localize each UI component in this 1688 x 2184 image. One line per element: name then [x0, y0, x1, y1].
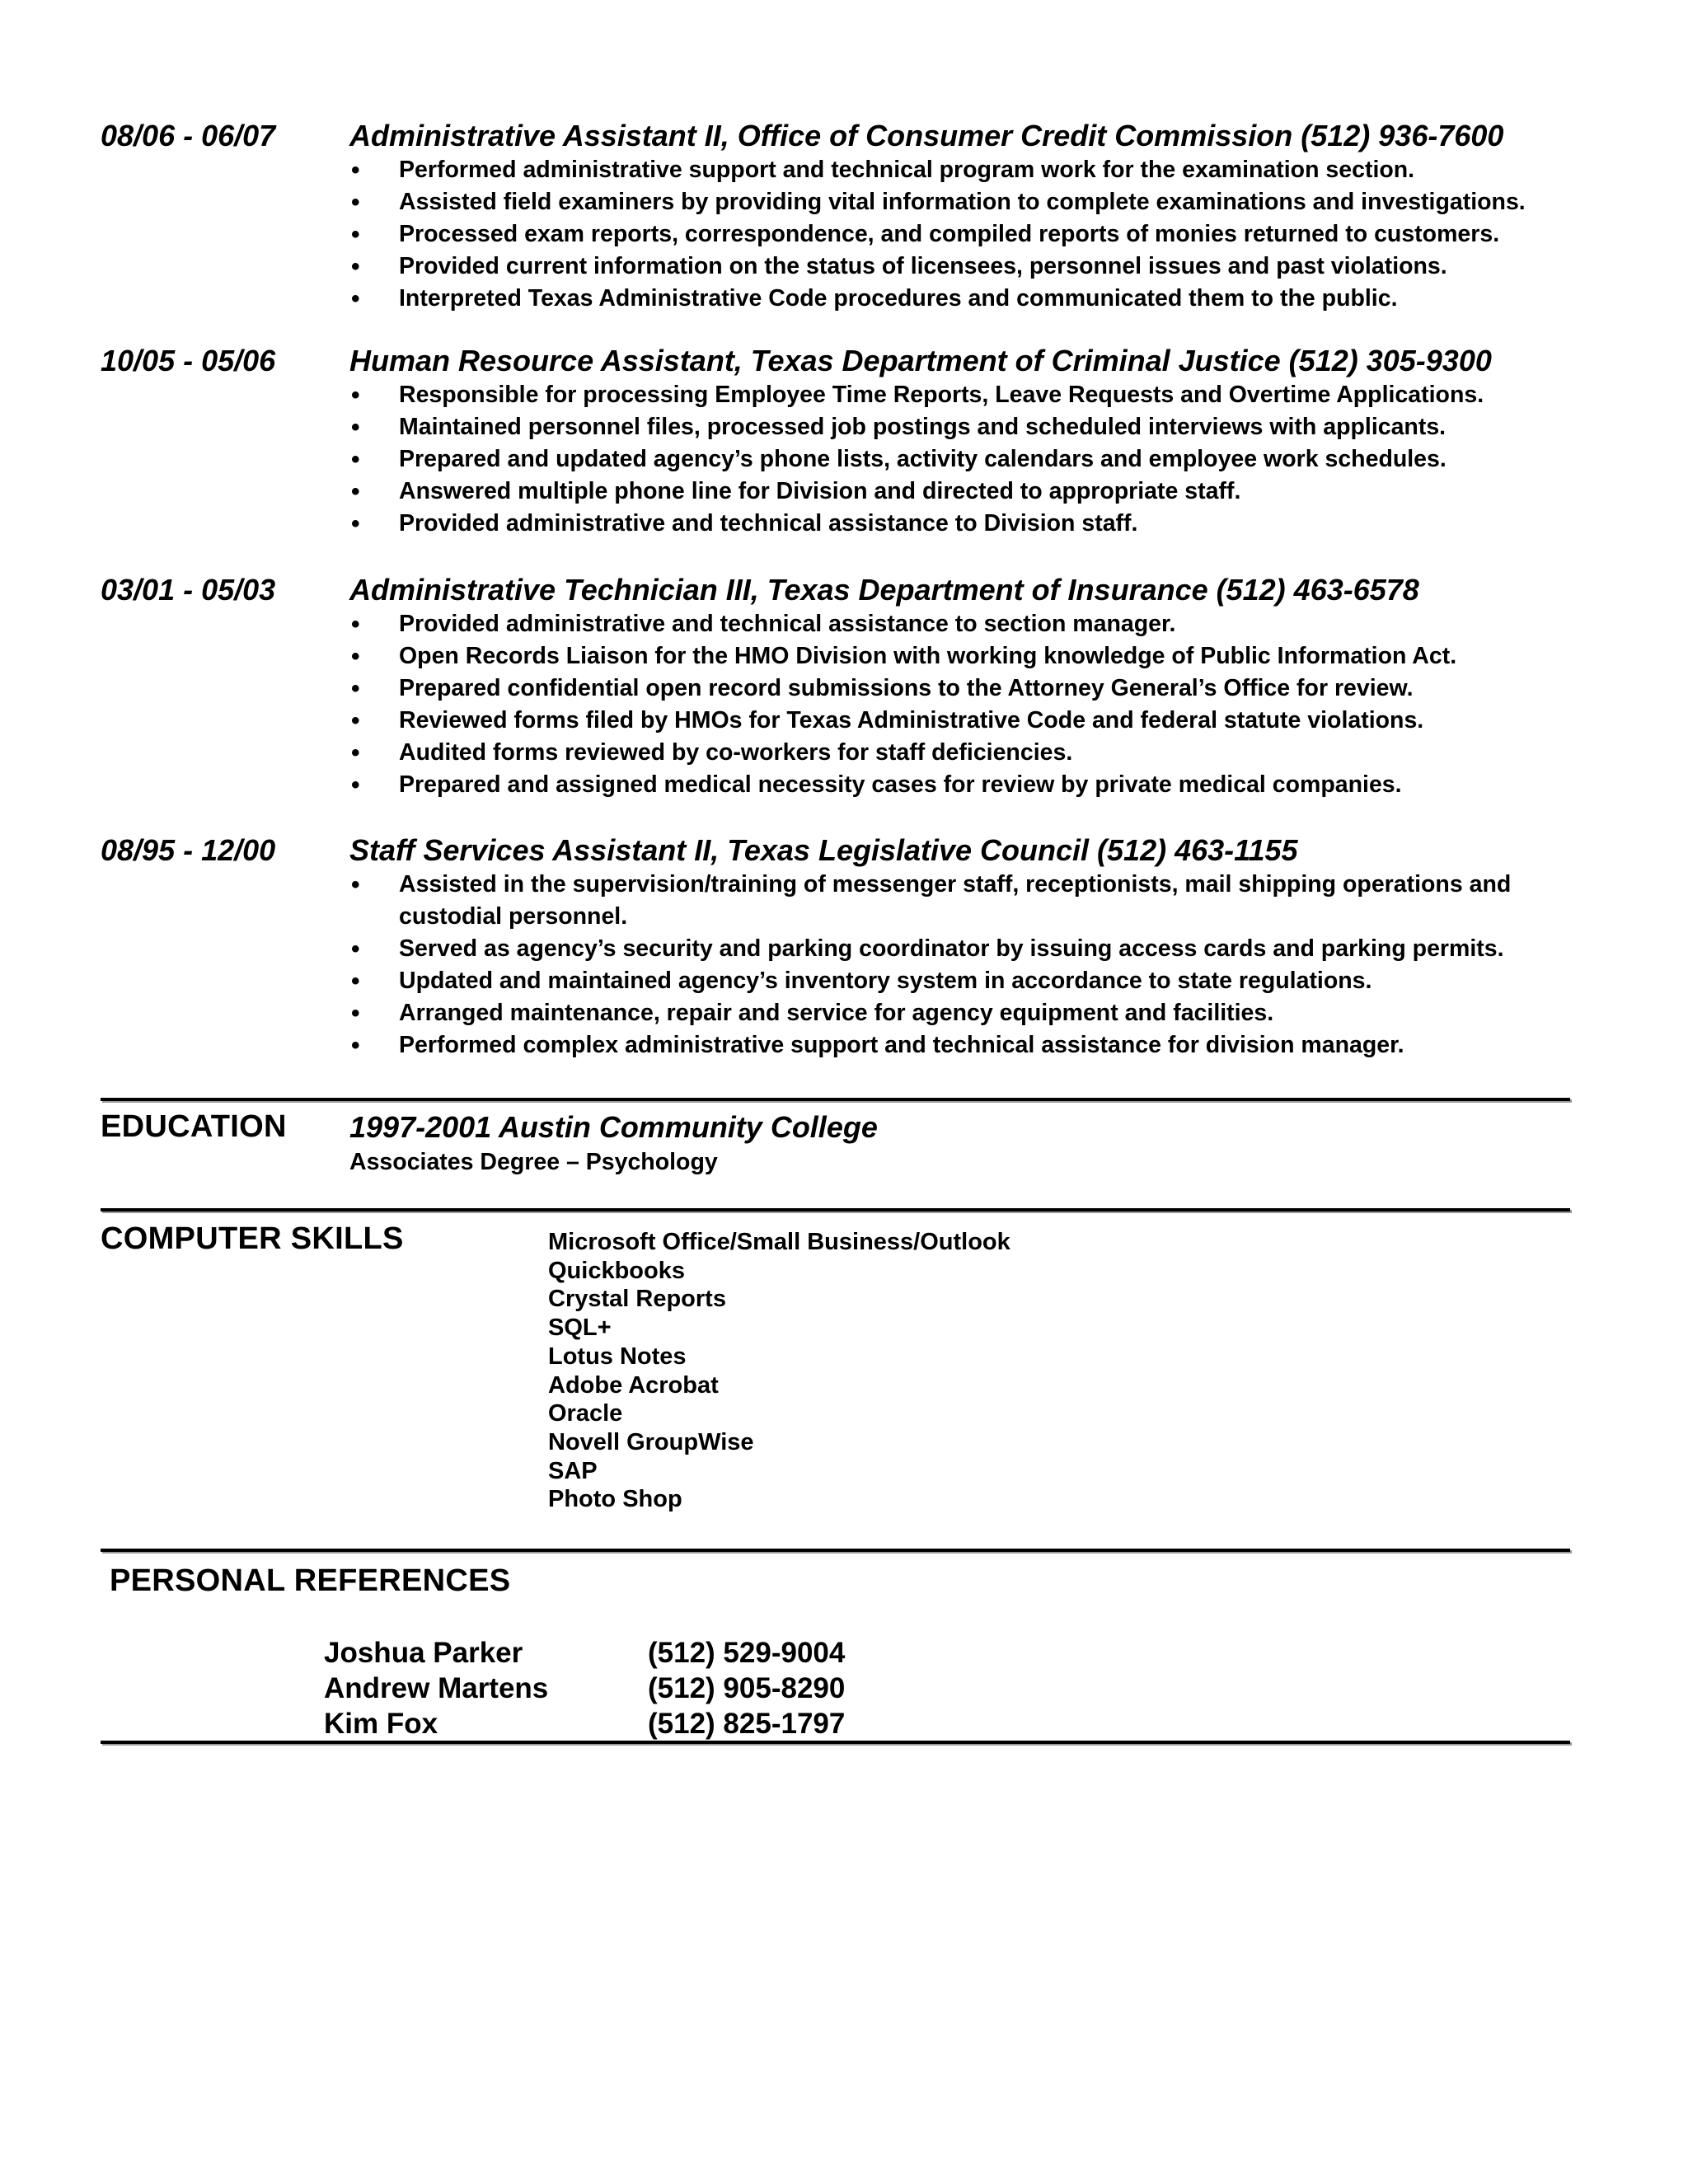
- job-header: [101, 118, 1601, 154]
- skill-item: Microsoft Office/Small Business/Outlook: [548, 1229, 1010, 1255]
- duty-item: • Open Records Liaison for the HMO Division with working knowledge of Public Information Act.: [349, 640, 1601, 673]
- reference-phone: (512) 905-8290: [648, 1672, 846, 1704]
- duty-item: • Performed administrative support and technical program work for the examination section.: [349, 154, 1601, 186]
- skill-item: Lotus Notes: [548, 1343, 687, 1370]
- duty-item: • Interpreted Texas Administrative Code procedures and communicated them to the public.: [349, 283, 1601, 315]
- education-heading: EDUCATION: [101, 1109, 287, 1144]
- skill-item: SAP: [548, 1457, 598, 1484]
- duty-item: • Provided administrative and technical assistance to section manager.: [349, 608, 1601, 640]
- reference-name: Andrew Martens: [324, 1672, 549, 1704]
- job-dates: 08/06 - 06/07: [101, 119, 276, 152]
- references-heading: PERSONAL REFERENCES: [110, 1563, 511, 1598]
- job-header: [101, 572, 1601, 608]
- reference-row: [324, 1706, 845, 1741]
- job-title: Administrative Assistant II, Office of Consumer Credit Commission (512) 936-7600: [349, 119, 1504, 152]
- duty-item: • Processed exam reports, correspondence, and compiled reports of monies returned to customers.: [349, 218, 1601, 251]
- skill-item: Quickbooks: [548, 1257, 685, 1284]
- job-entry-2: [101, 343, 1601, 540]
- duty-item: • Audited forms reviewed by co-workers for staff deficiencies.: [349, 737, 1601, 769]
- skill-item: Adobe Acrobat: [548, 1371, 719, 1399]
- section-divider: [101, 1098, 1570, 1101]
- duty-item: • Prepared confidential open record submissions to the Attorney General’s Office for review.: [349, 673, 1601, 705]
- reference-phone: (512) 529-9004: [648, 1637, 846, 1669]
- job-title: Staff Services Assistant II, Texas Legislative Council (512) 463-1155: [349, 833, 1298, 867]
- section-divider: [101, 1741, 1570, 1744]
- duty-item: • Provided current information on the status of licensees, personnel issues and past violations.: [349, 251, 1601, 283]
- education-degree: Associates Degree – Psychology: [349, 1149, 718, 1175]
- skill-item: Crystal Reports: [548, 1286, 726, 1313]
- duty-item: • Performed complex administrative support and technical assistance for division manager.: [349, 1029, 1601, 1062]
- skill-item: Photo Shop: [548, 1486, 682, 1513]
- duty-item: • Maintained personnel files, processed job postings and scheduled interviews with applicants.: [349, 411, 1601, 443]
- duty-item: • Assisted field examiners by providing vital information to complete examinations and investigations.: [349, 186, 1601, 218]
- job-header: [101, 343, 1601, 379]
- duty-item: • Updated and maintained agency’s inventory system in accordance to state regulations.: [349, 965, 1601, 997]
- section-divider: [101, 1549, 1570, 1552]
- job-title: Administrative Technician III, Texas Department of Insurance (512) 463-6578: [349, 573, 1419, 607]
- job-title: Human Resource Assistant, Texas Department of Criminal Justice (512) 305-9300: [349, 344, 1492, 377]
- computer-skills-heading: COMPUTER SKILLS: [101, 1221, 404, 1256]
- reference-row: [324, 1671, 845, 1706]
- job-duties-list: [101, 379, 1601, 540]
- job-duties-list: [101, 869, 1601, 1062]
- duty-item: • Assisted in the supervision/training of messenger staff, receptionists, mail shipping operations and custodial personnel.: [349, 869, 1601, 933]
- reference-row: [324, 1635, 845, 1671]
- job-entry-3: [101, 572, 1601, 801]
- references-list: [324, 1635, 845, 1741]
- job-dates: 08/95 - 12/00: [101, 833, 276, 867]
- reference-phone: (512) 825-1797: [648, 1708, 846, 1740]
- duty-item: • Served as agency’s security and parking coordinator by issuing access cards and parking permits.: [349, 933, 1601, 965]
- job-duties-list: [101, 608, 1601, 801]
- job-dates: 03/01 - 05/03: [101, 573, 276, 607]
- job-header: [101, 832, 1601, 869]
- education-school: 1997-2001 Austin Community College: [349, 1110, 878, 1144]
- skill-item: Oracle: [548, 1400, 623, 1427]
- job-entry-4: [101, 832, 1601, 1062]
- duty-item: • Reviewed forms filed by HMOs for Texas Administrative Code and federal statute violations.: [349, 705, 1601, 737]
- reference-name: Joshua Parker: [324, 1637, 523, 1669]
- job-entry-1: [101, 118, 1601, 315]
- duty-item: • Provided administrative and technical assistance to Division staff.: [349, 508, 1601, 540]
- skill-item: SQL+: [548, 1315, 612, 1342]
- skill-item: Novell GroupWise: [548, 1428, 754, 1455]
- section-divider: [101, 1208, 1570, 1212]
- reference-name: Kim Fox: [324, 1708, 438, 1740]
- duty-item: • Arranged maintenance, repair and service for agency equipment and facilities.: [349, 997, 1601, 1029]
- job-duties-list: [101, 154, 1601, 315]
- job-dates: 10/05 - 05/06: [101, 344, 276, 377]
- duty-item: • Answered multiple phone line for Division and directed to appropriate staff.: [349, 476, 1601, 508]
- skills-list: [548, 1228, 1010, 1514]
- duty-item: • Responsible for processing Employee Time Reports, Leave Requests and Overtime Applications.: [349, 379, 1601, 411]
- duty-item: • Prepared and updated agency’s phone lists, activity calendars and employee work schedules.: [349, 443, 1601, 476]
- duty-item: • Prepared and assigned medical necessity cases for review by private medical companies.: [349, 769, 1601, 801]
